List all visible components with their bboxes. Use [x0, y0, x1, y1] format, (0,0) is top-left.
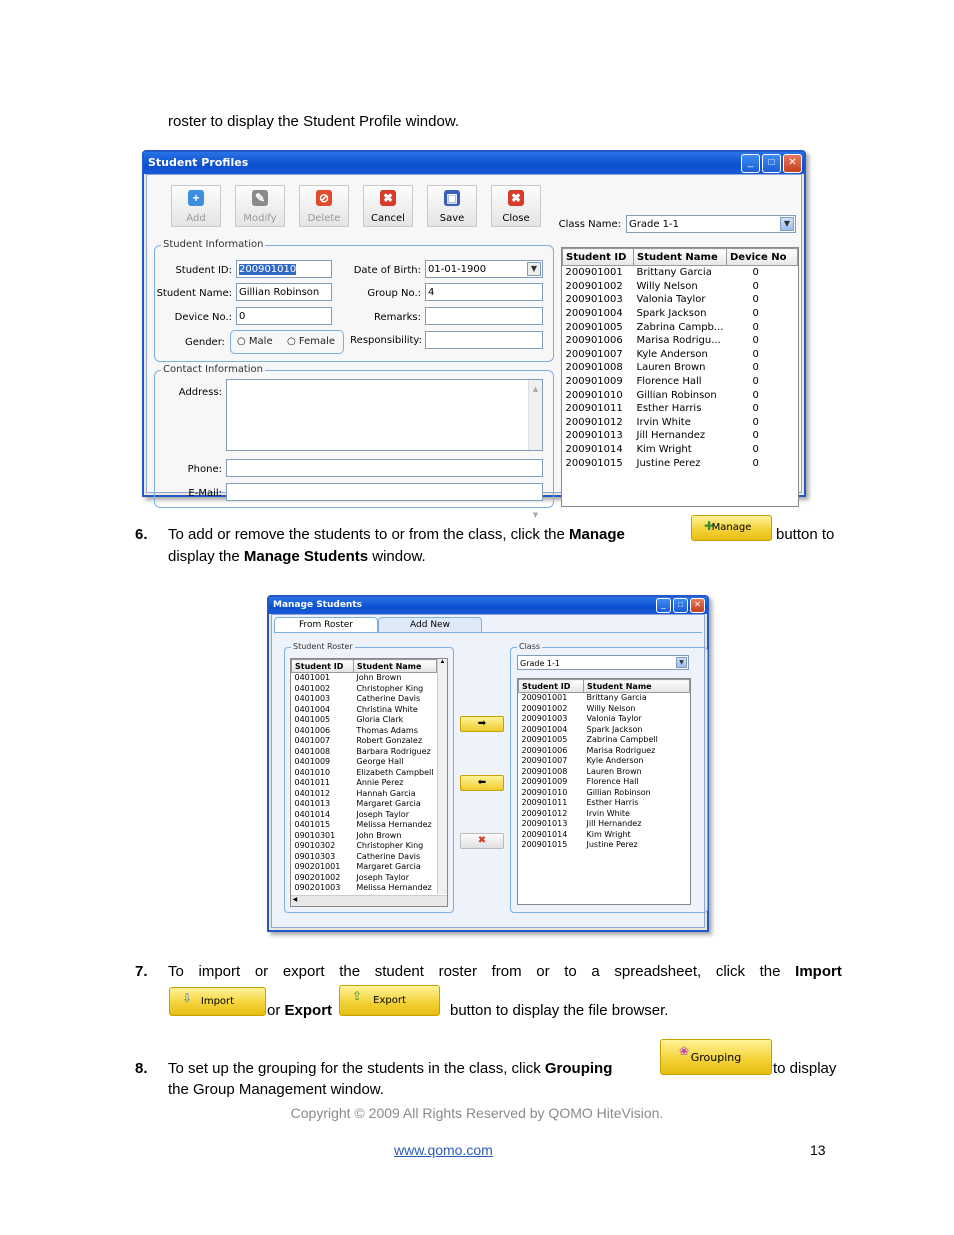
table-cell: Justine Perez — [586, 840, 638, 849]
student-name-input[interactable]: Gillian Robinson — [236, 283, 332, 301]
table-row[interactable] — [292, 747, 437, 758]
table-cell: 0401010 — [294, 767, 331, 777]
table-row[interactable] — [519, 725, 690, 736]
word: export — [282, 963, 325, 980]
table-cell: 0401004 — [294, 704, 331, 714]
table-cell: 200901009 — [565, 376, 623, 388]
manage-students-window — [267, 595, 709, 932]
button-label: Save — [439, 213, 465, 224]
scrollbar[interactable]: ▲ ▼ — [528, 380, 542, 450]
table-cell: Hannah Garcia — [356, 788, 416, 798]
table-row[interactable] — [519, 830, 690, 841]
table-cell: Melissa Hernandez — [356, 820, 432, 829]
column-header[interactable]: Student Name — [584, 680, 690, 693]
table-row[interactable] — [292, 705, 437, 716]
table-cell: 200901004 — [521, 724, 568, 734]
column-header[interactable]: Device No — [727, 249, 798, 266]
table-cell: Robert Gonzalez — [356, 736, 423, 745]
table-cell: Jill Hernandez — [586, 819, 642, 828]
table-cell: 200901003 — [565, 294, 623, 306]
table-row[interactable] — [519, 756, 690, 767]
table-row[interactable] — [519, 798, 690, 809]
button-label: Delete — [307, 213, 341, 224]
table-cell: 200901013 — [521, 819, 568, 828]
table-row[interactable] — [519, 767, 690, 778]
word: spreadsheet, — [614, 963, 702, 980]
table-cell: 0 — [752, 335, 759, 347]
table-row[interactable] — [563, 293, 798, 307]
step7-or: or Export — [267, 1002, 333, 1019]
remarks-label: Remarks: — [373, 312, 421, 323]
email-input[interactable] — [226, 483, 543, 501]
table-cell: Brittany Garcia — [586, 693, 647, 702]
maximize-button[interactable]: □ — [762, 154, 781, 173]
word: roster — [438, 963, 477, 980]
step-number: 8. — [135, 1060, 148, 1077]
minimize-button[interactable]: _ — [741, 154, 760, 173]
table-row[interactable] — [563, 416, 798, 430]
table-cell: 0 — [752, 362, 759, 374]
table-row[interactable] — [292, 883, 437, 894]
table-row[interactable] — [563, 334, 798, 348]
table-cell: 0401009 — [294, 757, 331, 766]
manage-icon: ✚ — [703, 519, 715, 533]
table-cell: Brittany Garcia — [636, 267, 712, 279]
table-cell: 200901007 — [521, 756, 568, 765]
table-row[interactable] — [563, 320, 798, 334]
class-table — [517, 678, 691, 905]
table-cell: 200901005 — [521, 735, 568, 744]
table-cell: Margaret Garcia — [356, 862, 421, 871]
student-name-label: Student Name: — [156, 288, 232, 299]
arrow-right-icon: ➡ — [477, 718, 487, 729]
word: To — [168, 963, 184, 980]
table-cell: Valonia Taylor — [586, 714, 642, 723]
grouping-icon: ❀ — [678, 1044, 690, 1058]
table-cell: 0401003 — [294, 694, 331, 703]
table-row[interactable] — [519, 788, 690, 799]
table-cell: Catherine Davis — [356, 694, 421, 703]
page-number: 13 — [810, 1142, 826, 1158]
word: from — [491, 963, 522, 980]
table-cell: 0401005 — [294, 715, 331, 724]
table-cell: Willy Nelson — [636, 280, 698, 292]
table-cell: 200901003 — [521, 714, 568, 723]
table-cell: Lauren Brown — [586, 766, 642, 776]
save-icon: ▣ — [444, 190, 460, 206]
table-row[interactable] — [563, 266, 798, 280]
window-title: Student Profiles — [144, 152, 804, 174]
button-label: Add — [186, 213, 206, 224]
table-cell: 200901015 — [521, 840, 568, 849]
step7-tail: button to display the file browser. — [450, 1002, 669, 1019]
minimize-button[interactable]: _ — [656, 598, 671, 613]
copyright: Copyright © 2009 All Rights Reserved by QOMO HiteVision. — [290, 1105, 664, 1121]
button-label: Modify — [243, 213, 277, 224]
cancel-button[interactable] — [363, 185, 413, 227]
table-row[interactable] — [292, 694, 437, 705]
table-cell: Kim Wright — [636, 444, 692, 456]
column-header[interactable]: Student Name — [634, 249, 727, 266]
add-to-class-button[interactable] — [460, 716, 504, 732]
word: a — [591, 963, 600, 980]
student-id-label: Student ID: — [175, 265, 232, 276]
table-row[interactable] — [292, 757, 437, 768]
table-cell: 200901008 — [565, 362, 623, 374]
table-cell: Irvin White — [586, 808, 630, 818]
table-cell: Marisa Rodrigu... — [636, 335, 721, 347]
table-row[interactable] — [563, 443, 798, 457]
table-cell: 200901012 — [565, 416, 623, 428]
table-cell: 09010301 — [294, 830, 336, 840]
table-cell: Spark Jackson — [636, 308, 707, 320]
table-row[interactable] — [292, 726, 437, 737]
table-row[interactable] — [519, 819, 690, 830]
table-row[interactable] — [519, 735, 690, 746]
table-cell: Esther Harris — [586, 798, 639, 807]
table-cell: Marisa Rodriguez — [586, 745, 656, 755]
female-radio[interactable]: ○ Female — [287, 336, 336, 347]
table-cell: Kyle Anderson — [636, 348, 708, 360]
window-client — [271, 614, 705, 928]
word: the — [339, 963, 361, 980]
male-radio[interactable]: ○ Male — [237, 336, 273, 347]
step6-tail: button to — [776, 526, 835, 543]
word: student — [374, 963, 424, 980]
table-cell: 200901009 — [521, 777, 568, 786]
word: or — [536, 963, 550, 980]
column-header[interactable]: Student ID — [519, 680, 584, 693]
table-row[interactable] — [563, 375, 798, 389]
close-button[interactable] — [491, 185, 541, 227]
table-cell: Zabrina Campbell — [586, 735, 658, 744]
chevron-down-icon: ▼ — [527, 262, 541, 276]
table-cell: 09010303 — [294, 851, 336, 861]
window-close-button[interactable]: ✕ — [690, 598, 705, 613]
student-roster-group: Student Roster — [284, 647, 454, 913]
phone-input[interactable] — [226, 459, 543, 477]
table-row[interactable] — [519, 840, 690, 851]
table-row[interactable] — [292, 684, 437, 695]
add-icon: + — [188, 190, 204, 206]
vertical-scrollbar[interactable]: ▲ — [437, 659, 447, 894]
table-row[interactable] — [292, 736, 437, 747]
arrow-left-icon: ⬅ — [477, 777, 487, 788]
window-close-button[interactable]: ✕ — [783, 154, 802, 173]
table-cell: 200901011 — [565, 403, 623, 415]
table-cell: 0401001 — [294, 673, 331, 682]
tab-from-roster[interactable]: From Roster — [274, 617, 378, 633]
table-cell: Christopher King — [356, 683, 424, 693]
horizontal-scrollbar[interactable]: ◀ — [291, 895, 447, 906]
table-row[interactable] — [519, 704, 690, 715]
table-cell: 200901011 — [521, 798, 568, 807]
table-cell: Kyle Anderson — [586, 756, 644, 765]
window-client — [146, 174, 802, 519]
table-row[interactable] — [563, 361, 798, 375]
table-cell: 09010302 — [294, 841, 336, 850]
table-cell: Gillian Robinson — [586, 787, 651, 797]
table-cell: 0 — [752, 294, 759, 306]
remove-from-class-button[interactable] — [460, 775, 504, 791]
step-number: 7. — [135, 963, 148, 980]
table-cell: 0401015 — [294, 820, 331, 829]
table-cell: 090201003 — [294, 883, 341, 892]
table-row[interactable] — [292, 673, 437, 684]
group-no-input[interactable]: 4 — [425, 283, 543, 301]
dob-picker[interactable]: 01-01-1900 ▼ — [425, 260, 543, 278]
table-cell: 200901002 — [565, 280, 623, 292]
word: or — [254, 963, 269, 980]
window-title: Manage Students — [269, 597, 707, 614]
table-cell: 200901001 — [521, 693, 568, 702]
responsibility-label: Responsibility: — [350, 335, 422, 346]
table-row[interactable] — [292, 789, 437, 800]
table-cell: 200901008 — [521, 766, 568, 776]
column-header[interactable]: Student ID — [563, 249, 634, 266]
table-row[interactable] — [519, 746, 690, 757]
table-cell: 0401007 — [294, 736, 331, 745]
table-cell: George Hall — [356, 757, 404, 766]
table-cell: 0 — [752, 403, 759, 415]
responsibility-input[interactable] — [425, 331, 543, 349]
table-cell: Joseph Taylor — [356, 872, 409, 882]
table-cell: 200901010 — [565, 389, 623, 401]
table-cell: 0401014 — [294, 809, 331, 819]
table-cell: John Brown — [356, 830, 402, 840]
maximize-button[interactable]: □ — [673, 598, 688, 613]
device-no-label: Device No.: — [174, 312, 232, 323]
step8-line2: the Group Management window. — [168, 1081, 384, 1098]
table-row[interactable] — [292, 862, 437, 873]
button-label: Close — [502, 213, 530, 224]
table-row[interactable] — [292, 873, 437, 884]
address-label: Address: — [178, 387, 222, 398]
table-cell: Justine Perez — [636, 457, 701, 469]
close-icon: ✖ — [508, 190, 524, 206]
word: click — [715, 963, 745, 980]
table-cell: 0401002 — [294, 683, 331, 693]
remarks-input[interactable] — [425, 307, 543, 325]
table-cell: 090201001 — [294, 862, 341, 871]
table-cell: 200901006 — [565, 335, 623, 347]
table-row[interactable] — [563, 348, 798, 362]
manage-button[interactable]: ✚ Manage — [691, 515, 772, 541]
step6-line1: To add or remove the students to or from the class, click the Manage — [168, 526, 625, 543]
student-information-group: Student Information — [154, 245, 554, 362]
table-cell: Christina White — [356, 704, 418, 714]
tab-add-new[interactable]: Add New — [378, 617, 482, 633]
step-number: 6. — [135, 526, 148, 543]
table-cell: Gillian Robinson — [636, 389, 717, 401]
delete-button[interactable] — [299, 185, 349, 227]
table-cell: Spark Jackson — [586, 724, 643, 734]
button-label: Cancel — [371, 213, 405, 224]
table-cell: Catherine Davis — [356, 851, 421, 861]
table-cell: 0401008 — [294, 746, 331, 756]
import-button[interactable]: ⇩ Import — [169, 987, 266, 1016]
table-cell: 0401006 — [294, 725, 331, 735]
table-cell: 200901006 — [521, 745, 568, 755]
table-cell: Thomas Adams — [356, 725, 418, 735]
table-cell: 200901004 — [565, 308, 623, 320]
table-cell: Margaret Garcia — [356, 799, 421, 808]
table-cell: 0 — [752, 376, 759, 388]
table-row[interactable] — [519, 714, 690, 725]
table-cell: 200901014 — [565, 444, 623, 456]
table-cell: Jill Hernandez — [636, 430, 706, 442]
step6-line2: display the Manage Students window. — [168, 548, 426, 565]
table-row[interactable] — [563, 402, 798, 416]
class-name-label: Class Name: — [558, 219, 621, 230]
email-label: E-Mail: — [188, 488, 222, 499]
save-button[interactable] — [427, 185, 477, 227]
table-row[interactable] — [292, 715, 437, 726]
table-cell: Willy Nelson — [586, 703, 636, 713]
chevron-down-icon: ▼ — [780, 217, 794, 231]
table-row[interactable] — [292, 778, 437, 789]
table-cell: Lauren Brown — [636, 362, 706, 374]
table-cell: 0 — [752, 389, 759, 401]
table-cell: 0 — [752, 444, 759, 456]
table-cell: Annie Perez — [356, 778, 404, 787]
table-cell: Christopher King — [356, 841, 424, 850]
modify-button[interactable] — [235, 185, 285, 227]
table-cell: 0401013 — [294, 799, 331, 808]
student-id-input[interactable]: 200901010 — [236, 260, 332, 278]
table-row[interactable] — [519, 777, 690, 788]
table-cell: 0 — [752, 267, 759, 279]
word: the — [759, 963, 781, 980]
dob-label: Date of Birth: — [353, 265, 421, 276]
gender-radio-group — [230, 330, 344, 354]
class-group: Class — [510, 647, 708, 913]
grouping-button[interactable]: ❀ Grouping — [660, 1039, 772, 1075]
intro-text: roster to display the Student Profile window. — [168, 113, 459, 130]
table-cell: Irvin White — [636, 416, 691, 428]
table-cell: 200901015 — [565, 457, 623, 469]
cancel-icon: ✖ — [380, 190, 396, 206]
table-row[interactable] — [563, 429, 798, 443]
table-cell: 200901001 — [565, 267, 623, 279]
table-cell: 0 — [752, 348, 759, 360]
address-textarea[interactable] — [226, 379, 543, 519]
table-cell: 200901007 — [565, 348, 623, 360]
table-row[interactable] — [519, 693, 690, 704]
table-cell: Florence Hall — [586, 777, 639, 786]
table-row[interactable] — [292, 831, 437, 842]
contact-information-group: Contact Information — [154, 370, 554, 508]
table-row[interactable] — [292, 852, 437, 863]
add-button[interactable] — [171, 185, 221, 227]
delete-button[interactable] — [460, 833, 504, 849]
website-link[interactable]: www.qomo.com — [394, 1142, 493, 1158]
delete-icon: ✖ — [477, 835, 487, 846]
table-row[interactable] — [563, 280, 798, 294]
table-cell: John Brown — [356, 673, 402, 682]
table-cell: Barbara Rodriguez — [356, 746, 431, 756]
step8-tail: to display — [773, 1060, 837, 1077]
table-cell: 0 — [752, 416, 759, 428]
column-header[interactable]: Student Name — [353, 660, 436, 673]
table-row[interactable] — [563, 456, 798, 470]
export-icon: ⇪ — [351, 989, 363, 1003]
phone-label: Phone: — [187, 464, 222, 475]
table-cell: Valonia Taylor — [636, 294, 706, 306]
column-header[interactable]: Student ID — [292, 660, 354, 673]
class-name-select[interactable]: Grade 1-1 ▼ — [626, 215, 796, 233]
table-cell: 200901010 — [521, 787, 568, 797]
table-cell: 0 — [752, 430, 759, 442]
table-cell: Elizabeth Campbell — [356, 767, 434, 777]
class-select[interactable]: Grade 1-1 ▼ — [517, 655, 689, 670]
table-cell: 090201002 — [294, 872, 341, 882]
table-row[interactable] — [292, 841, 437, 852]
word: import — [198, 963, 241, 980]
table-cell: 200901002 — [521, 703, 568, 713]
table-cell: 200901005 — [565, 321, 623, 333]
table-cell: 0 — [752, 457, 759, 469]
delete-icon: ⊘ — [316, 190, 332, 206]
chevron-down-icon: ▼ — [676, 657, 687, 668]
table-cell: 0401012 — [294, 788, 331, 798]
table-cell: 200901013 — [565, 430, 623, 442]
word: to — [564, 963, 577, 980]
table-cell: 200901014 — [521, 829, 568, 839]
table-cell: Melissa Hernandez — [356, 883, 432, 892]
student-table — [561, 247, 799, 507]
table-cell: 0 — [752, 321, 759, 333]
table-cell: 0 — [752, 280, 759, 292]
group-no-label: Group No.: — [367, 288, 421, 299]
word: Import — [795, 963, 842, 980]
table-row[interactable] — [292, 820, 437, 831]
step8-line1: To set up the grouping for the students in the class, click Grouping — [168, 1060, 613, 1077]
modify-icon: ✎ — [252, 190, 268, 206]
table-cell: 0 — [752, 308, 759, 320]
table-row[interactable] — [563, 307, 798, 321]
import-icon: ⇩ — [181, 991, 193, 1005]
table-cell: Joseph Taylor — [356, 809, 409, 819]
device-no-input[interactable]: 0 — [236, 307, 332, 325]
table-row[interactable] — [292, 810, 437, 821]
table-row[interactable] — [563, 388, 798, 402]
table-cell: Florence Hall — [636, 376, 702, 388]
table-cell: Gloria Clark — [356, 715, 404, 724]
table-cell: 200901012 — [521, 808, 568, 818]
table-row[interactable] — [292, 768, 437, 779]
roster-table — [290, 658, 448, 907]
table-cell: Kim Wright — [586, 829, 631, 839]
gender-label: Gender: — [184, 337, 225, 348]
table-row[interactable] — [519, 809, 690, 820]
table-row[interactable] — [292, 799, 437, 810]
export-button[interactable]: ⇪ Export — [339, 985, 440, 1016]
table-cell: Zabrina Campb... — [636, 321, 724, 333]
student-profiles-window — [142, 150, 806, 519]
table-cell: Esther Harris — [636, 403, 702, 415]
table-cell: 0401011 — [294, 778, 331, 787]
step7-line1 — [168, 961, 842, 983]
